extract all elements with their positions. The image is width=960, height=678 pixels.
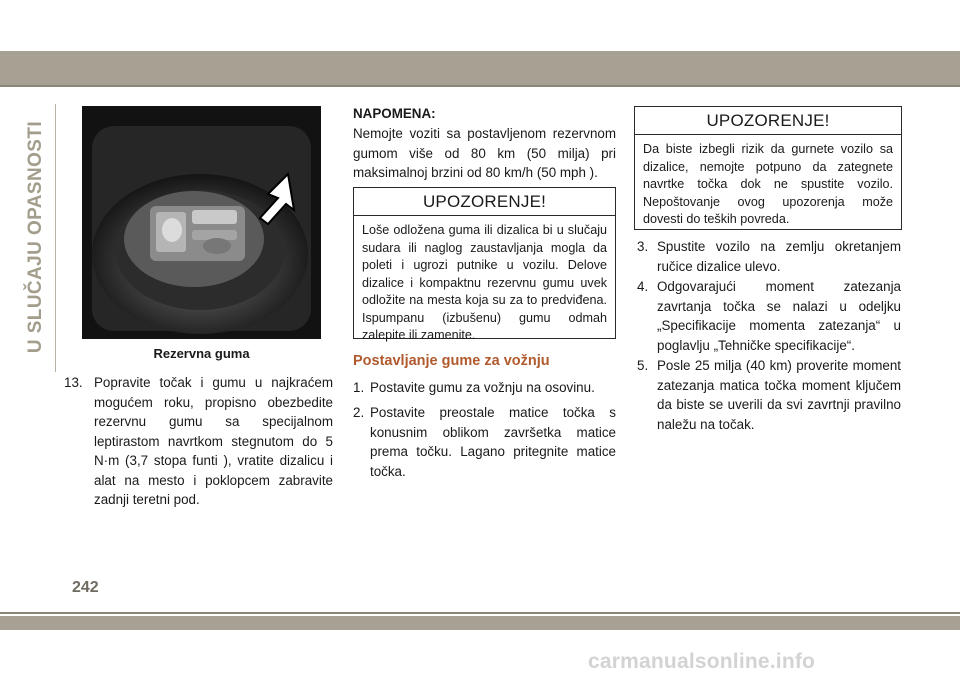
spare-tire-illustration [82,106,321,339]
side-section-title: U SLUČAJU OPASNOSTI [25,120,46,354]
step-text: Posle 25 milja (40 km) proverite moment zatezanja matica točka moment ključem da biste se uverili da svi zavrtnji pravilno naležu na točak. [657,358,901,432]
list-item [64,373,333,510]
page-number: 242 [72,579,99,596]
warning-text: Da biste izbegli rizik da gurnete vozilo sa dizalice, nemojte potpuno da zategnete navrtke točka dok ne spustite vozilo. Nepoštovanje ovog upozorenja može dovesti do teških povreda. [643,142,893,226]
step-number: 4. [637,279,649,294]
warning-title: UPOZORENJE! [354,188,615,216]
warning-text: Loše odložena guma ili dizalica bi u slučaju sudara ili naglog zaustavljanja mogla da poleti i ugrozi putnike u vozilu. Delove dizalice i kompaktnu rezervnu gumu uvek odložite na mesta koja su za to predviđena. Ispumpanu (izbušenu) gumu odmah zalepite ili zamenite. [362,223,607,342]
step-number: 5. [637,358,649,373]
header-rule [0,85,960,87]
note-title: NAPOMENA: [353,106,436,121]
step-text: Spustite vozilo na zemlju okretanjem ručice dizalice ulevo. [657,239,901,274]
warning-title: UPOZORENJE! [635,107,901,135]
watermark: carmanualsonline.info [588,650,816,673]
step-number: 3. [637,239,649,254]
step-text: Postavite preostale matice točka s konusnim oblikom završetka matice prema točku. Lagano pritegnite matice točka. [370,405,616,479]
list-item [353,378,616,398]
note-text: Nemojte voziti sa postavljenom rezervnom gumom više od 80 km (50 milja) pri maksimalnoj brzini od 80 km/h (50 mph ). [353,126,616,180]
step-text: Odgovarajući moment zatezanja zavrtanja točka se nalazi u odeljku „Specifikacije momenta zatezanja“ u poglavlju „Tehničke specifikacije“. [657,279,901,353]
spare-tire-photo [82,106,321,339]
list-item [637,356,901,434]
step-text: Popravite točak i gumu u najkraćem mogućem roku, propisno obezbedite rezervnu gumu sa specijalnom leptirastom navrtkom stegnutom do 5 N·m (3,7 stopa funti ), vratite dizalicu i alat na mesto i poklopcem zabravite zadnji teretni pod. [94,375,333,507]
warning-box [634,106,902,230]
list-item [637,277,901,355]
header-band [0,51,960,85]
figure-caption: Rezervna guma [153,346,250,361]
list-item [637,237,901,276]
step-number: 2. [353,405,365,420]
side-divider [55,104,56,372]
footer-rule [0,612,960,614]
section-heading: Postavljanje gume za vožnju [353,353,550,369]
footer-band [0,616,960,630]
step-text: Postavite gumu za vožnju na osovinu. [370,380,595,395]
warning-box [353,187,616,342]
list-item [353,403,616,481]
step-number: 1. [353,380,365,395]
step-number: 13. [64,375,83,390]
